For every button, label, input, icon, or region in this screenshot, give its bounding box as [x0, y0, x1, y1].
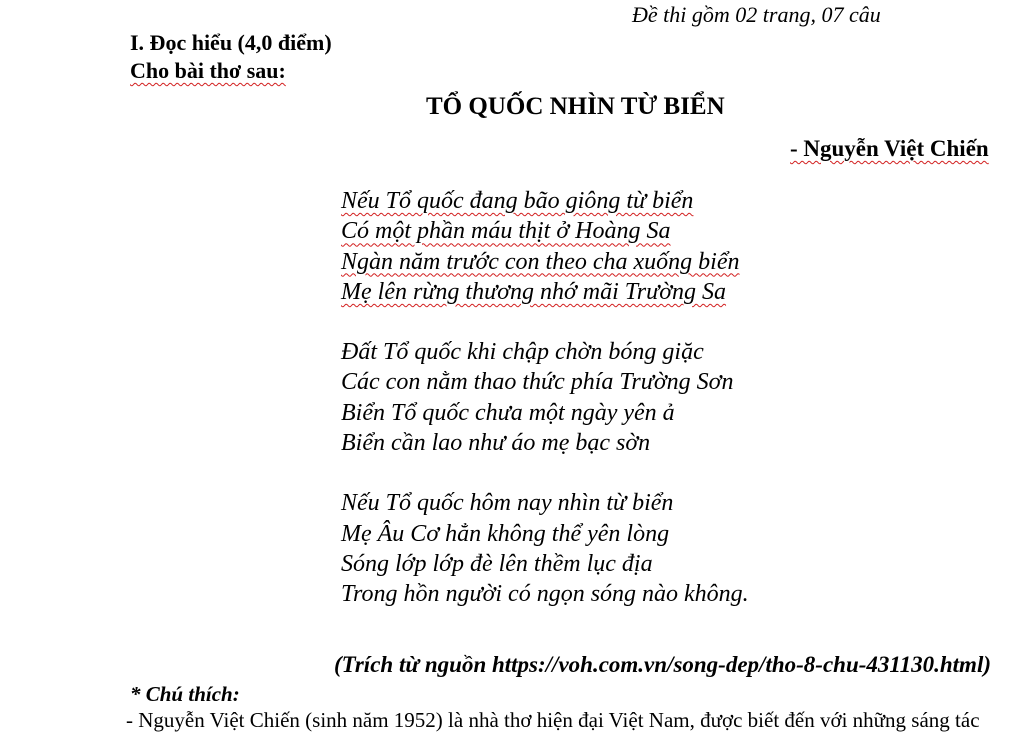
- poem-line: Mẹ Âu Cơ hẳn không thể yên lòng: [341, 520, 670, 547]
- poem-stanza: [341, 186, 749, 307]
- poem-author: - Nguyễn Việt Chiến: [790, 136, 989, 161]
- poem-line: Ngàn năm trước con theo cha xuống biển: [341, 248, 740, 275]
- poem-line: Sóng lớp lớp đè lên thềm lục địa: [341, 550, 653, 577]
- poem-line: Biển Tổ quốc chưa một ngày yên ả: [341, 399, 675, 426]
- note-line: - Nguyễn Việt Chiến (sinh năm 1952) là nhà thơ hiện đại Việt Nam, được biết đến với những sáng tác: [126, 708, 980, 732]
- poem-line: Nếu Tổ quốc đang bão giông từ biển: [341, 188, 694, 214]
- notes-heading: * Chú thích:: [130, 682, 240, 706]
- poem-stanza: [341, 337, 749, 458]
- poem-body: [341, 186, 749, 640]
- poem-line: Đất Tổ quốc khi chập chờn bóng giặc: [341, 339, 704, 366]
- poem-line: Mẹ lên rừng thương nhớ mãi Trường Sa: [341, 278, 727, 305]
- poem-line: Có một phần máu thịt ở Hoàng Sa: [341, 218, 671, 245]
- source-citation: (Trích từ nguồn https://voh.com.vn/song-dep/tho-8-chu-431130.html): [334, 652, 991, 677]
- poem-line: Biển cần lao như áo mẹ bạc sờn: [341, 430, 651, 457]
- section-heading: I. Đọc hiểu (4,0 điểm): [130, 30, 332, 55]
- poem-line: Nếu Tổ quốc hôm nay nhìn từ biển: [341, 490, 674, 517]
- exam-page-note: Đề thi gồm 02 trang, 07 câu: [632, 2, 881, 27]
- poem-line: Các con nằm thao thức phía Trường Sơn: [341, 369, 734, 396]
- intro-text: Cho bài thơ sau:: [130, 58, 286, 83]
- poem-stanza: [341, 488, 749, 609]
- poem-title: TỔ QUỐC NHÌN TỪ BIỂN: [426, 93, 725, 120]
- poem-line: Trong hồn người có ngọn sóng nào không.: [341, 581, 749, 608]
